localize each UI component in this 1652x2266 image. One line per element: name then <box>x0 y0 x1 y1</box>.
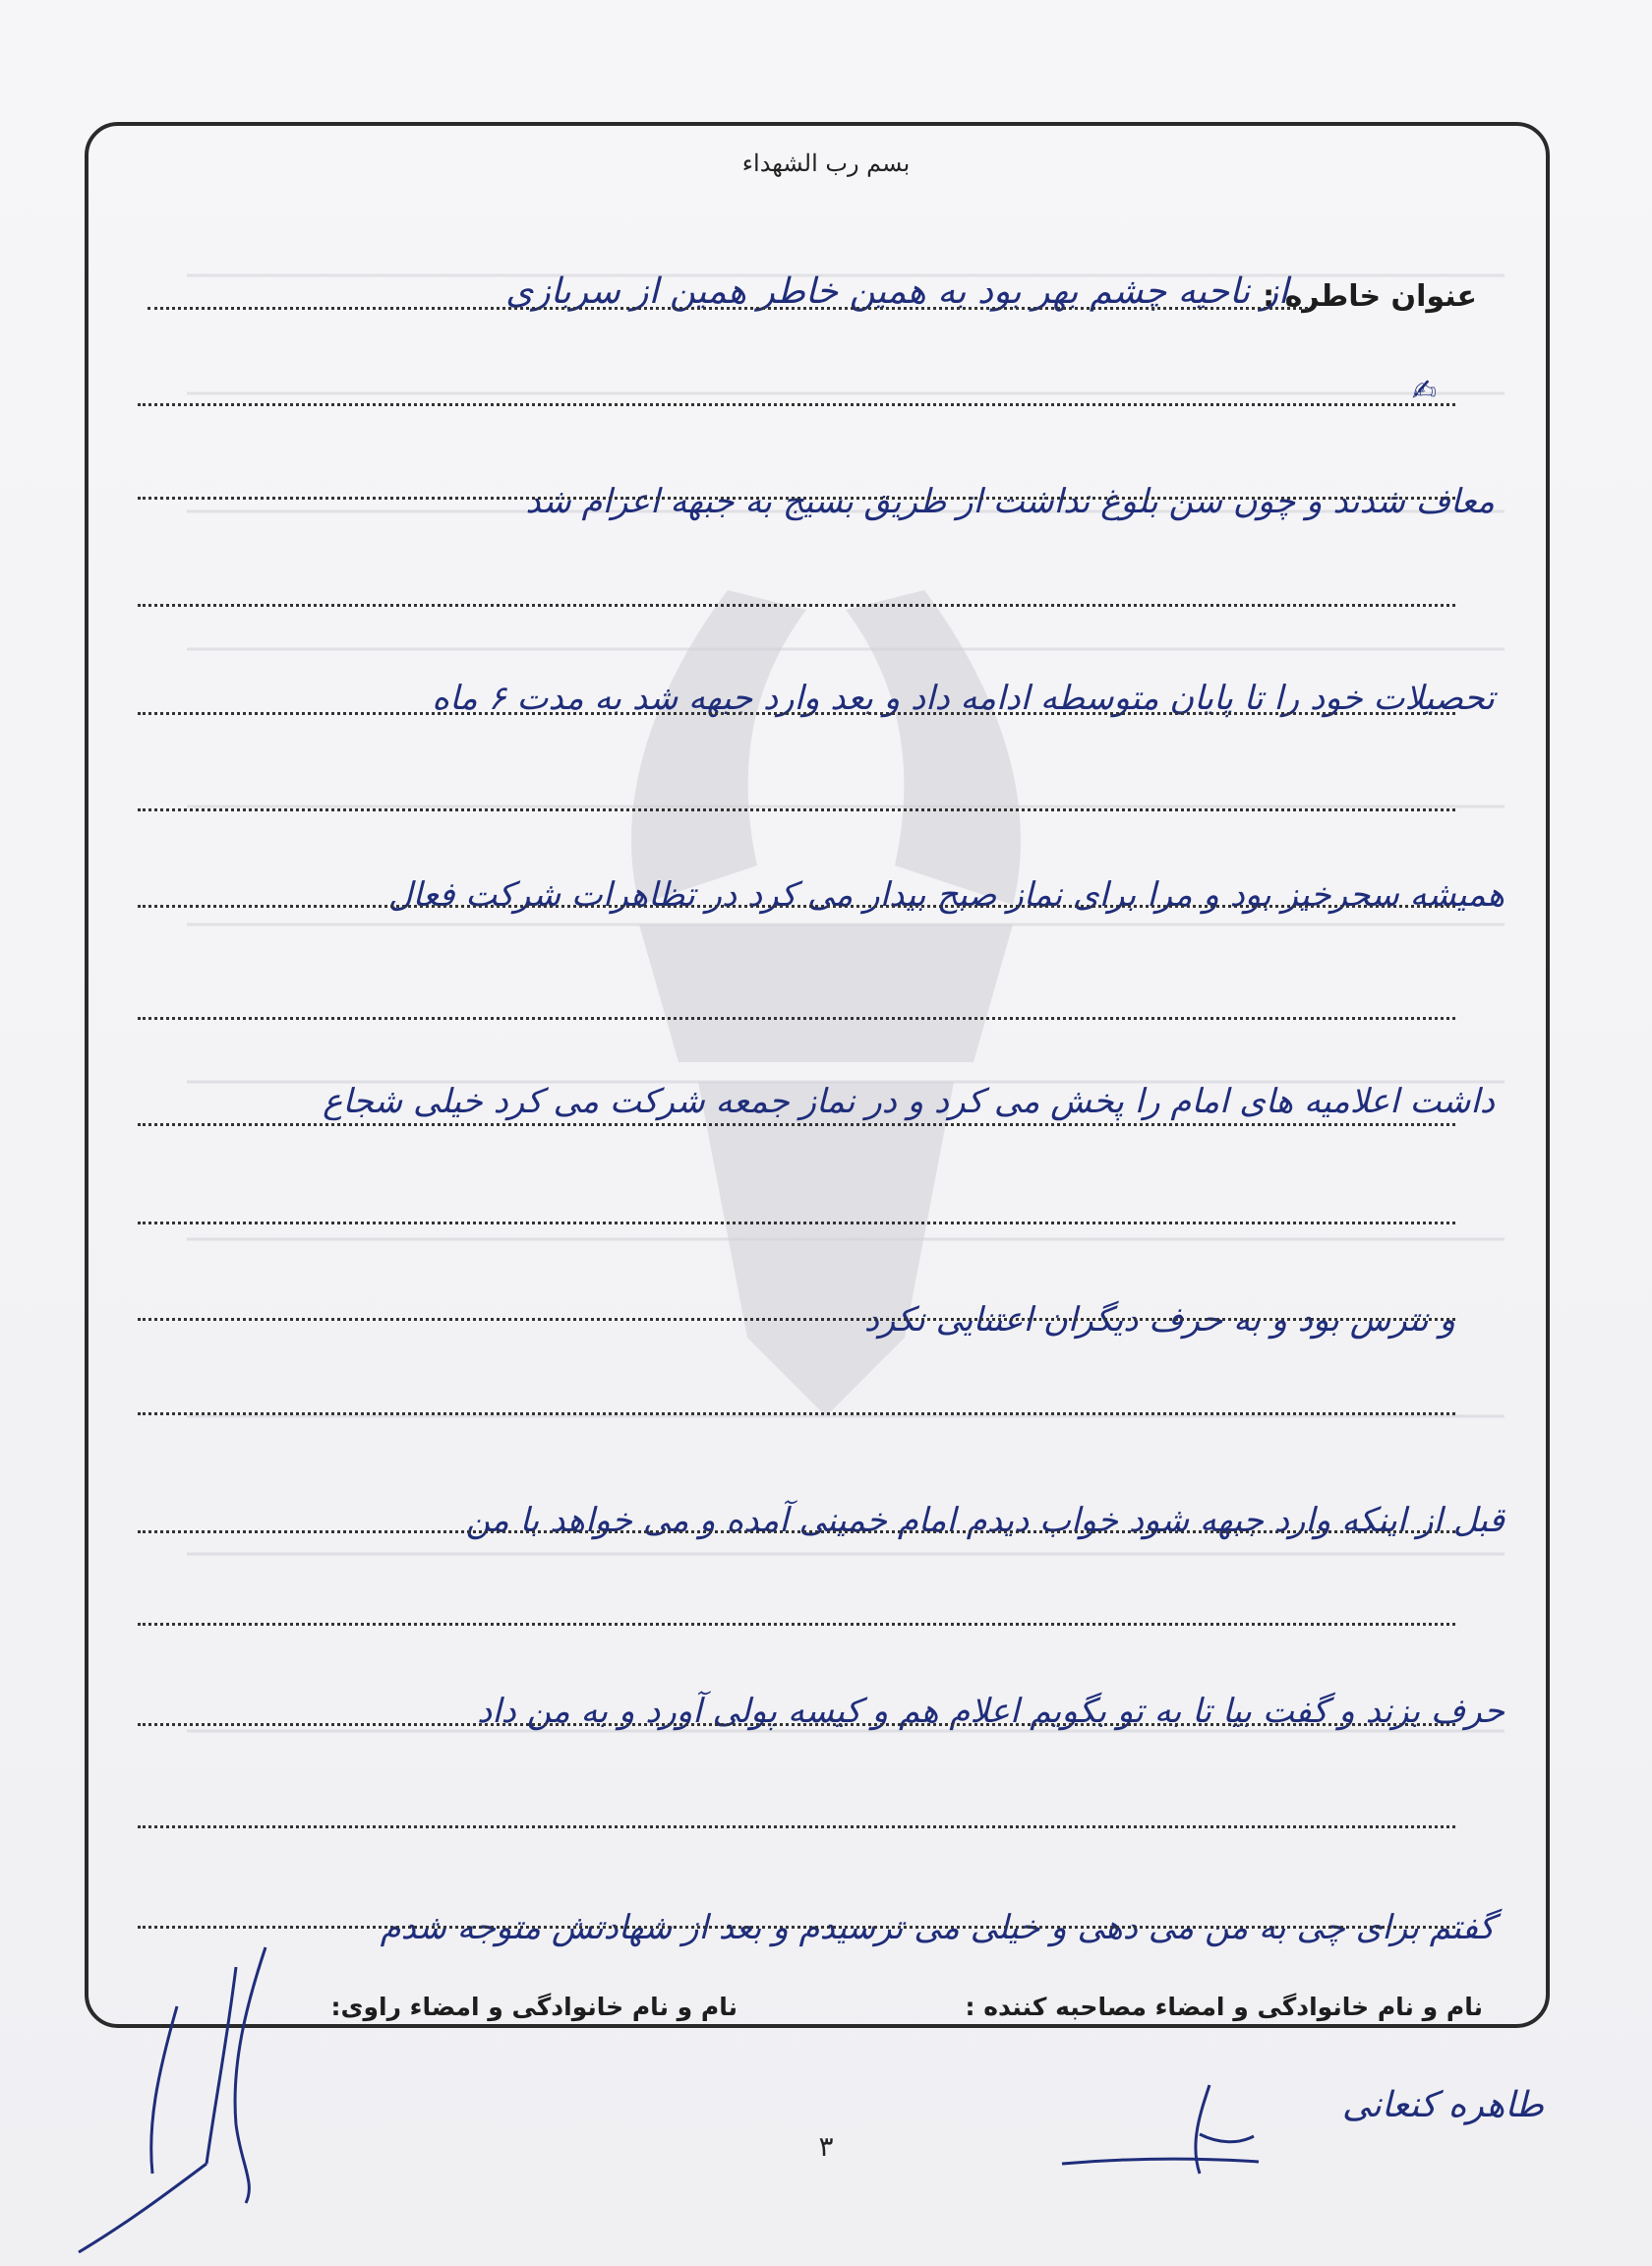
dotted-line-17 <box>138 1926 1455 1929</box>
pen-mark: ✍ <box>1411 374 1438 408</box>
page-number: ۳ <box>818 2130 834 2163</box>
dotted-line-15 <box>138 1723 1455 1726</box>
dotted-line-6 <box>138 808 1455 811</box>
narrator-signature <box>59 1928 315 2262</box>
memoir-line-7: حرف بزند و گفت بیا تا به تو بگویم اعلام هم و کیسه پولی آورد و به من داد <box>477 1692 1504 1731</box>
memoir-line-1: معاف شدند و چون سن بلوغ نداشت از طریق بسیج به جبهه اعزام شد <box>525 482 1495 521</box>
memoir-form-frame <box>85 122 1550 2028</box>
dotted-line-14 <box>138 1623 1455 1626</box>
dotted-line-10 <box>138 1222 1455 1224</box>
memoir-line-5: و نترس بود و به حرف دیگران اعتنایی نکرد <box>863 1300 1455 1340</box>
dotted-line-2 <box>138 403 1455 406</box>
dotted-line-9 <box>138 1123 1455 1126</box>
memoir-line-6: قبل از اینکه وارد جبهه شود خواب دیدم امام خمینی آمده و می خواهد با من <box>465 1501 1504 1540</box>
dotted-line-4 <box>138 604 1455 607</box>
memoir-title-text: از ناحیه چشم بهر بود به همین خاطر همین از سربازی <box>505 271 1288 312</box>
invocation-header: بسم رب الشهداء <box>741 149 911 177</box>
dotted-line-7 <box>138 905 1455 908</box>
dotted-line-8 <box>138 1017 1455 1020</box>
memoir-line-8: گفتم برای چی به من می دهی و خیلی می ترسیدم و بعد از شهادتش متوجه شدم <box>380 1908 1495 1947</box>
memoir-line-4: داشت اعلامیه های امام را پخش می کرد و در نماز جمعه شرکت می کرد خیلی شجاع <box>323 1082 1495 1121</box>
memoir-line-3: همیشه سحرخیز بود و مرا برای نماز صبح بیدار می کرد در تظاهرات شرکت فعال <box>387 875 1504 915</box>
interviewer-signature-name: طاهره کنعانی <box>1341 2085 1544 2125</box>
memoir-line-2: تحصیلات خود را تا پایان متوسطه ادامه داد و بعد وارد جبهه شد به مدت ۶ ماه <box>432 679 1495 718</box>
dotted-line-11 <box>138 1318 1455 1321</box>
narrator-signature-label: نام و نام خانوادگی و امضاء راوی: <box>330 1993 738 2021</box>
dotted-line-13 <box>138 1530 1455 1533</box>
dotted-line-5 <box>138 712 1455 715</box>
interviewer-signature-label: نام و نام خانوادگی و امضاء مصاحبه کننده : <box>965 1993 1483 2021</box>
dotted-line-3 <box>138 497 1455 500</box>
title-dotted-line <box>148 307 1308 310</box>
dotted-line-16 <box>138 1825 1455 1828</box>
memoir-title-label: عنوان خاطره : <box>1263 279 1477 314</box>
interviewer-signature <box>1052 2075 1268 2183</box>
dotted-line-12 <box>138 1412 1455 1415</box>
